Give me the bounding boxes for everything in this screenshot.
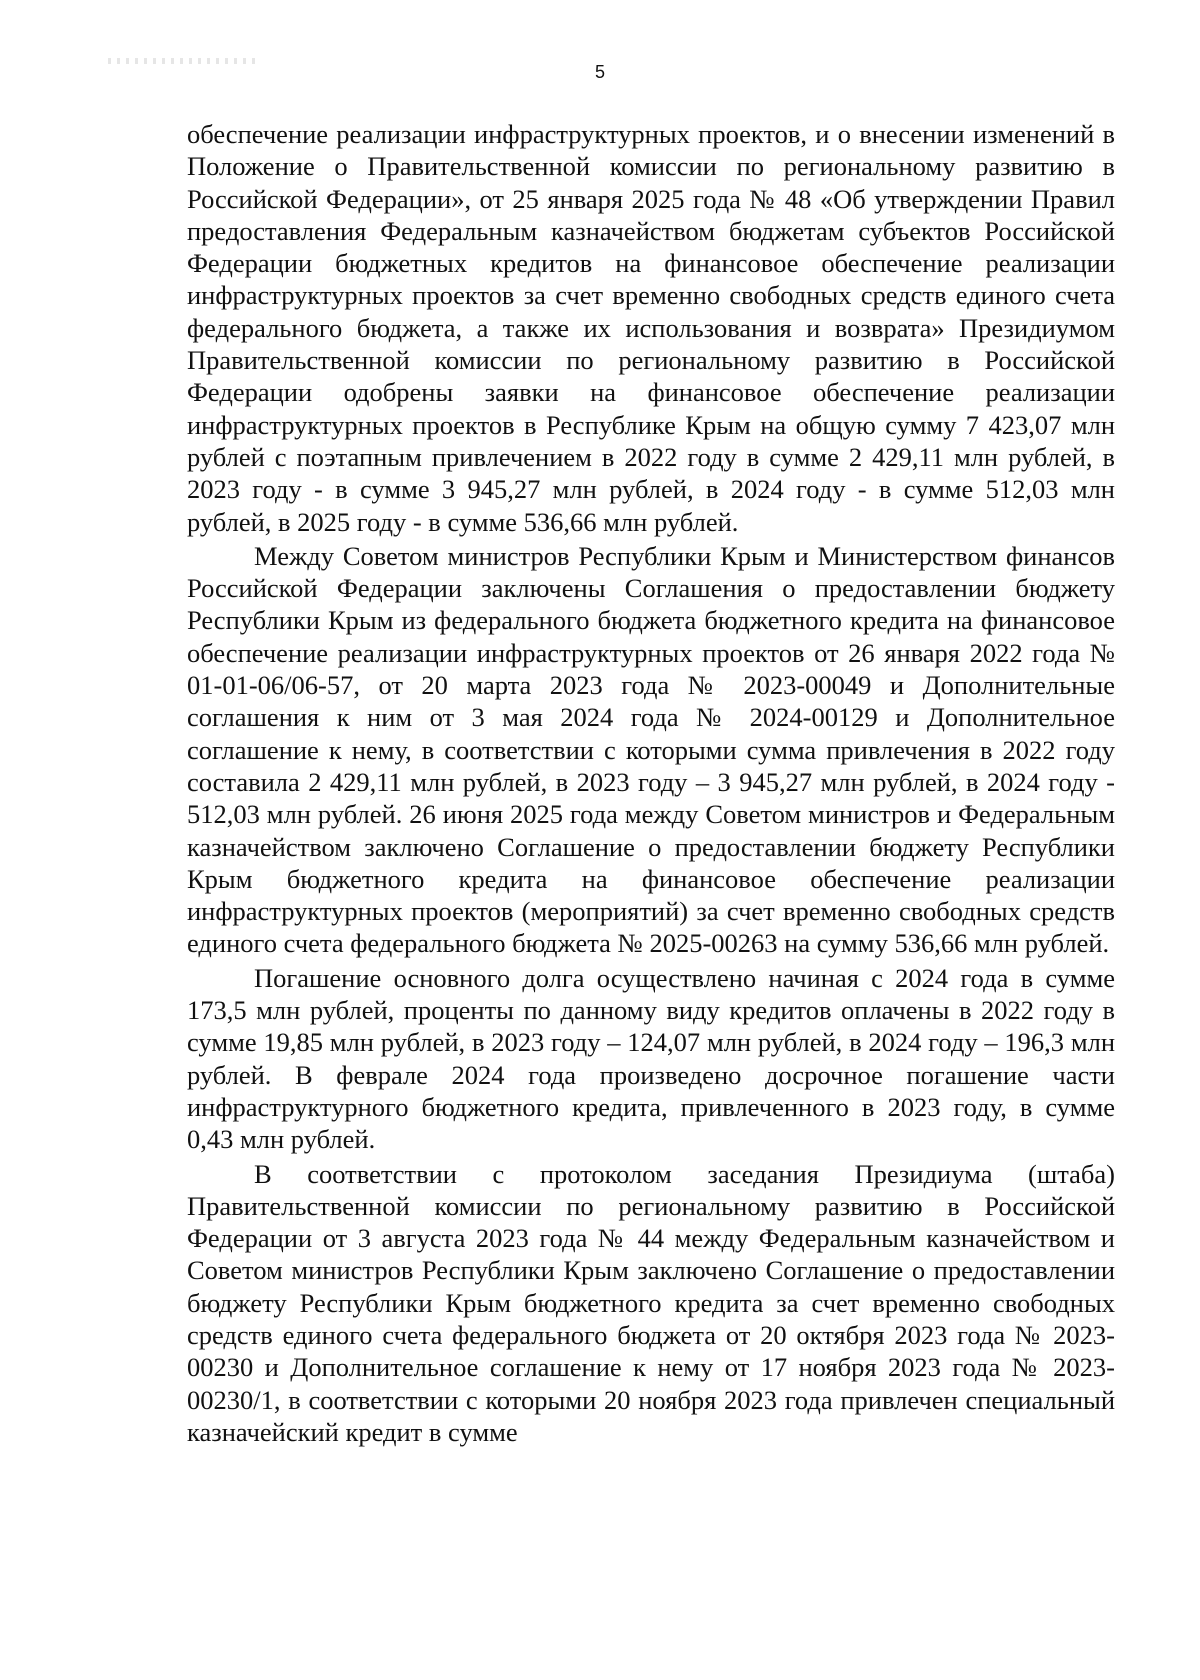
paragraph-continuation: обеспечение реализации инфраструктурных проектов, и о внесении изменений в Положение о Правительственной комиссии по региональному развитию в Российской Федерации», от 25 января 2025 года № 48 «Об утверждении Правил предоставления Федеральным казначейством бюджетам субъектов Российской Федерации бюджетных кредитов на финансовое обеспечение реализации инфраструктурных проектов за счет временно свободных средств единого счета федерального бюджета, а также их использования и возврата» Президиумом Правительственной комиссии по региональному развитию в Российской Федерации одобрены заявки на финансовое обеспечение реализации инфраструктурных проектов в Республике Крым на общую сумму 7 423,07 млн рублей с поэтапным привлечением в 2022 году в сумме 2 429,11 млн рублей, в 2023 году - в сумме 3 945,27 млн рублей, в 2024 году - в сумме 512,03 млн рублей, в 2025 году - в сумме 536,66 млн рублей. (187, 119, 1115, 537)
paragraph-credit-agreements: Между Советом министров Республики Крым и Министерством финансов Российской Федерации заключены Соглашения о предоставлении бюджету Республики Крым из федерального бюджета бюджетного кредита на финансовое обеспечение реализации инфраструктурных проектов от 26 января 2022 года № 01-01-06/06-57, от 20 марта 2023 года № 2023-00049 и Дополнительные соглашения к ним от 3 мая 2024 года № 2024-00129 и Дополнительное соглашение к нему, в соответствии с которыми сумма привлечения в 2022 году составила 2 429,11 млн рублей, в 2023 году – 3 945,27 млн рублей, в 2024 году - 512,03 млн рублей. 26 июня 2025 года между Советом министров и Федеральным казначейством заключено Соглашение о предоставлении бюджету Республики Крым бюджетного кредита на финансовое обеспечение реализации инфраструктурных проектов (мероприятий) за счет временно свободных средств единого счета федерального бюджета № 2025-00263 на сумму 536,66 млн рублей. (187, 540, 1115, 959)
paragraph-debt-repayment: Погашение основного долга осуществлено начиная с 2024 года в сумме 173,5 млн рублей, проценты по данному виду кредитов оплачены в 2022 году в сумме 19,85 млн рублей, в 2023 году – 124,07 млн рублей, в 2024 году – 196,3 млн рублей. В феврале 2024 года произведено досрочное погашение части инфраструктурного бюджетного кредита, привлеченного в 2023 году, в сумме 0,43 млн рублей. (187, 962, 1115, 1155)
document-body (187, 118, 1115, 1448)
paragraph-treasury-credit: В соответствии с протоколом заседания Президиума (штаба) Правительственной комиссии по региональному развитию в Российской Федерации от 3 августа 2023 года № 44 между Федеральным казначейством и Советом министров Республики Крым заключено Соглашение о предоставлении бюджету Республики Крым бюджетного кредита за счет временно свободных средств единого счета федерального бюджета от 20 октября 2023 года № 2023-00230 и Дополнительное соглашение к нему от 17 ноября 2023 года № 2023-00230/1, в соответствии с которыми 20 ноября 2023 года привлечен специальный казначейский кредит в сумме (187, 1158, 1115, 1447)
page-number: 5 (594, 62, 605, 82)
